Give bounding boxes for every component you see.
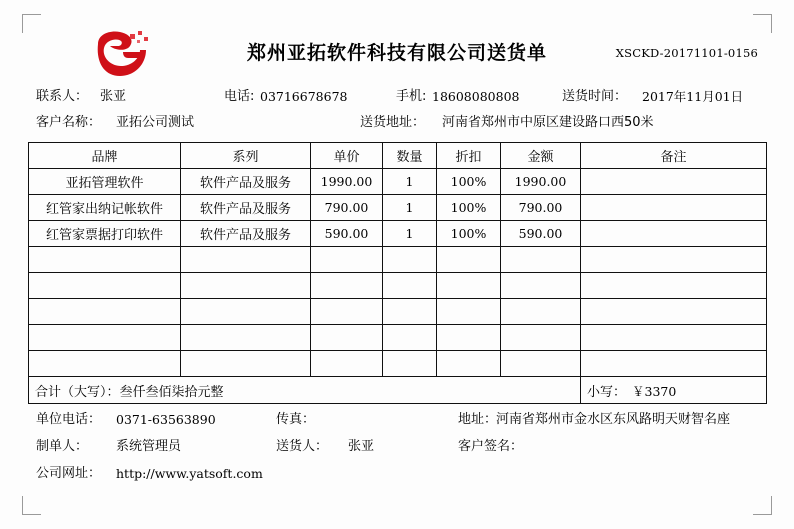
customer-signature-label: 客户签名： — [458, 439, 524, 454]
cell-discount: 100% — [437, 195, 501, 221]
cell-discount — [437, 299, 501, 325]
table-row — [29, 221, 767, 247]
website-label: 公司网址： — [36, 466, 102, 481]
cell-price — [311, 299, 383, 325]
cell-series — [181, 273, 311, 299]
mobile-label: 手机: — [396, 89, 427, 104]
table-row — [29, 299, 767, 325]
delivery-time-value: 2017年11月01日 — [642, 89, 744, 104]
column-header-amount: 金额 — [501, 143, 581, 169]
phone-label: 电话: — [224, 89, 255, 104]
cell-brand: 红管家出纳记帐软件 — [29, 195, 181, 221]
cell-note — [581, 299, 767, 325]
cell-qty — [383, 325, 437, 351]
cell-discount: 100% — [437, 169, 501, 195]
cell-discount — [437, 247, 501, 273]
cell-amount — [501, 351, 581, 377]
column-header-price: 单价 — [311, 143, 383, 169]
total-in-figures-cell — [581, 377, 767, 404]
cell-note — [581, 351, 767, 377]
cell-qty — [383, 351, 437, 377]
cell-amount: 590.00 — [501, 221, 581, 247]
cell-note — [581, 325, 767, 351]
cell-price — [311, 325, 383, 351]
table-row — [29, 273, 767, 299]
cell-note — [581, 169, 767, 195]
cell-price: 790.00 — [311, 195, 383, 221]
cell-brand — [29, 273, 181, 299]
maker-value: 系统管理员 — [116, 439, 182, 454]
meta-row-contact — [28, 84, 766, 110]
cell-brand: 亚拓管理软件 — [29, 169, 181, 195]
company-address-value: 河南省郑州市金水区东风路明天财智名座 — [496, 412, 731, 427]
table-row — [29, 195, 767, 221]
unit-phone-label: 单位电话： — [36, 412, 102, 427]
cell-series: 软件产品及服务 — [181, 195, 311, 221]
meta-section — [28, 84, 766, 136]
cell-price: 590.00 — [311, 221, 383, 247]
website-value: http://www.yatsoft.com — [116, 466, 263, 481]
delivery-time-label: 送货时间： — [562, 89, 628, 104]
table-row — [29, 325, 767, 351]
contact-value: 张亚 — [100, 89, 127, 104]
items-table-header-row — [29, 143, 767, 169]
cell-note — [581, 273, 767, 299]
deliverer-value: 张亚 — [348, 439, 375, 454]
customer-value: 亚拓公司测试 — [116, 115, 195, 130]
column-header-note: 备注 — [581, 143, 767, 169]
document-number: XSCKD-20171101-0156 — [615, 46, 758, 60]
cell-qty — [383, 247, 437, 273]
cell-amount: 790.00 — [501, 195, 581, 221]
total-in-words-cell — [29, 377, 581, 404]
cell-series — [181, 299, 311, 325]
cell-series — [181, 351, 311, 377]
cell-brand — [29, 351, 181, 377]
table-row — [29, 351, 767, 377]
delivery-address-value: 河南省郑州市中原区建设路口西50米 — [442, 115, 654, 130]
document-sheet — [28, 22, 766, 502]
cell-qty: 1 — [383, 221, 437, 247]
cell-note — [581, 221, 767, 247]
fax-label: 传真： — [276, 412, 316, 427]
cell-series: 软件产品及服务 — [181, 221, 311, 247]
footer-section — [28, 406, 766, 487]
unit-phone-value: 0371-63563890 — [116, 412, 216, 427]
maker-label: 制单人： — [36, 439, 89, 454]
items-table — [28, 142, 767, 377]
page-title: 郑州亚拓软件科技有限公司送货单 — [246, 42, 547, 64]
cell-amount — [501, 247, 581, 273]
cell-qty: 1 — [383, 195, 437, 221]
cell-series: 软件产品及服务 — [181, 169, 311, 195]
cell-brand — [29, 325, 181, 351]
deliverer-label: 送货人： — [276, 439, 329, 454]
cell-brand: 红管家票据打印软件 — [29, 221, 181, 247]
delivery-address-label: 送货地址： — [360, 115, 426, 130]
cell-price — [311, 273, 383, 299]
cell-note — [581, 195, 767, 221]
table-row — [29, 169, 767, 195]
cell-price — [311, 351, 383, 377]
footer-row-website — [28, 460, 766, 487]
customer-label: 客户名称： — [36, 115, 102, 130]
cell-amount — [501, 299, 581, 325]
meta-row-customer — [28, 110, 766, 136]
totals-row — [28, 376, 767, 404]
cell-qty — [383, 273, 437, 299]
cell-brand — [29, 299, 181, 325]
document-header — [28, 22, 766, 84]
phone-value: 03716678678 — [260, 89, 348, 104]
mobile-value: 18608080808 — [432, 89, 520, 104]
total-in-words-value: 叁仟叁佰柒拾元整 — [119, 384, 224, 400]
footer-row-signatures — [28, 433, 766, 460]
total-in-figures-label: 小写： — [587, 384, 627, 400]
company-address-label: 地址： — [458, 412, 498, 427]
cell-amount — [501, 325, 581, 351]
column-header-qty: 数量 — [383, 143, 437, 169]
cell-qty — [383, 299, 437, 325]
cell-discount — [437, 325, 501, 351]
cell-series — [181, 247, 311, 273]
cell-qty: 1 — [383, 169, 437, 195]
cell-price — [311, 247, 383, 273]
cell-price: 1990.00 — [311, 169, 383, 195]
cell-amount — [501, 273, 581, 299]
cell-amount: 1990.00 — [501, 169, 581, 195]
footer-row-contact — [28, 406, 766, 433]
contact-label: 联系人： — [36, 89, 89, 104]
cell-discount: 100% — [437, 221, 501, 247]
cell-brand — [29, 247, 181, 273]
cell-note — [581, 247, 767, 273]
total-in-words-label: 合计（大写）： — [35, 384, 120, 400]
column-header-brand: 品牌 — [29, 143, 181, 169]
total-in-figures-value: ￥3370 — [632, 383, 677, 399]
cell-discount — [437, 351, 501, 377]
table-row — [29, 247, 767, 273]
column-header-series: 系列 — [181, 143, 311, 169]
cell-discount — [437, 273, 501, 299]
cell-series — [181, 325, 311, 351]
column-header-discount: 折扣 — [437, 143, 501, 169]
